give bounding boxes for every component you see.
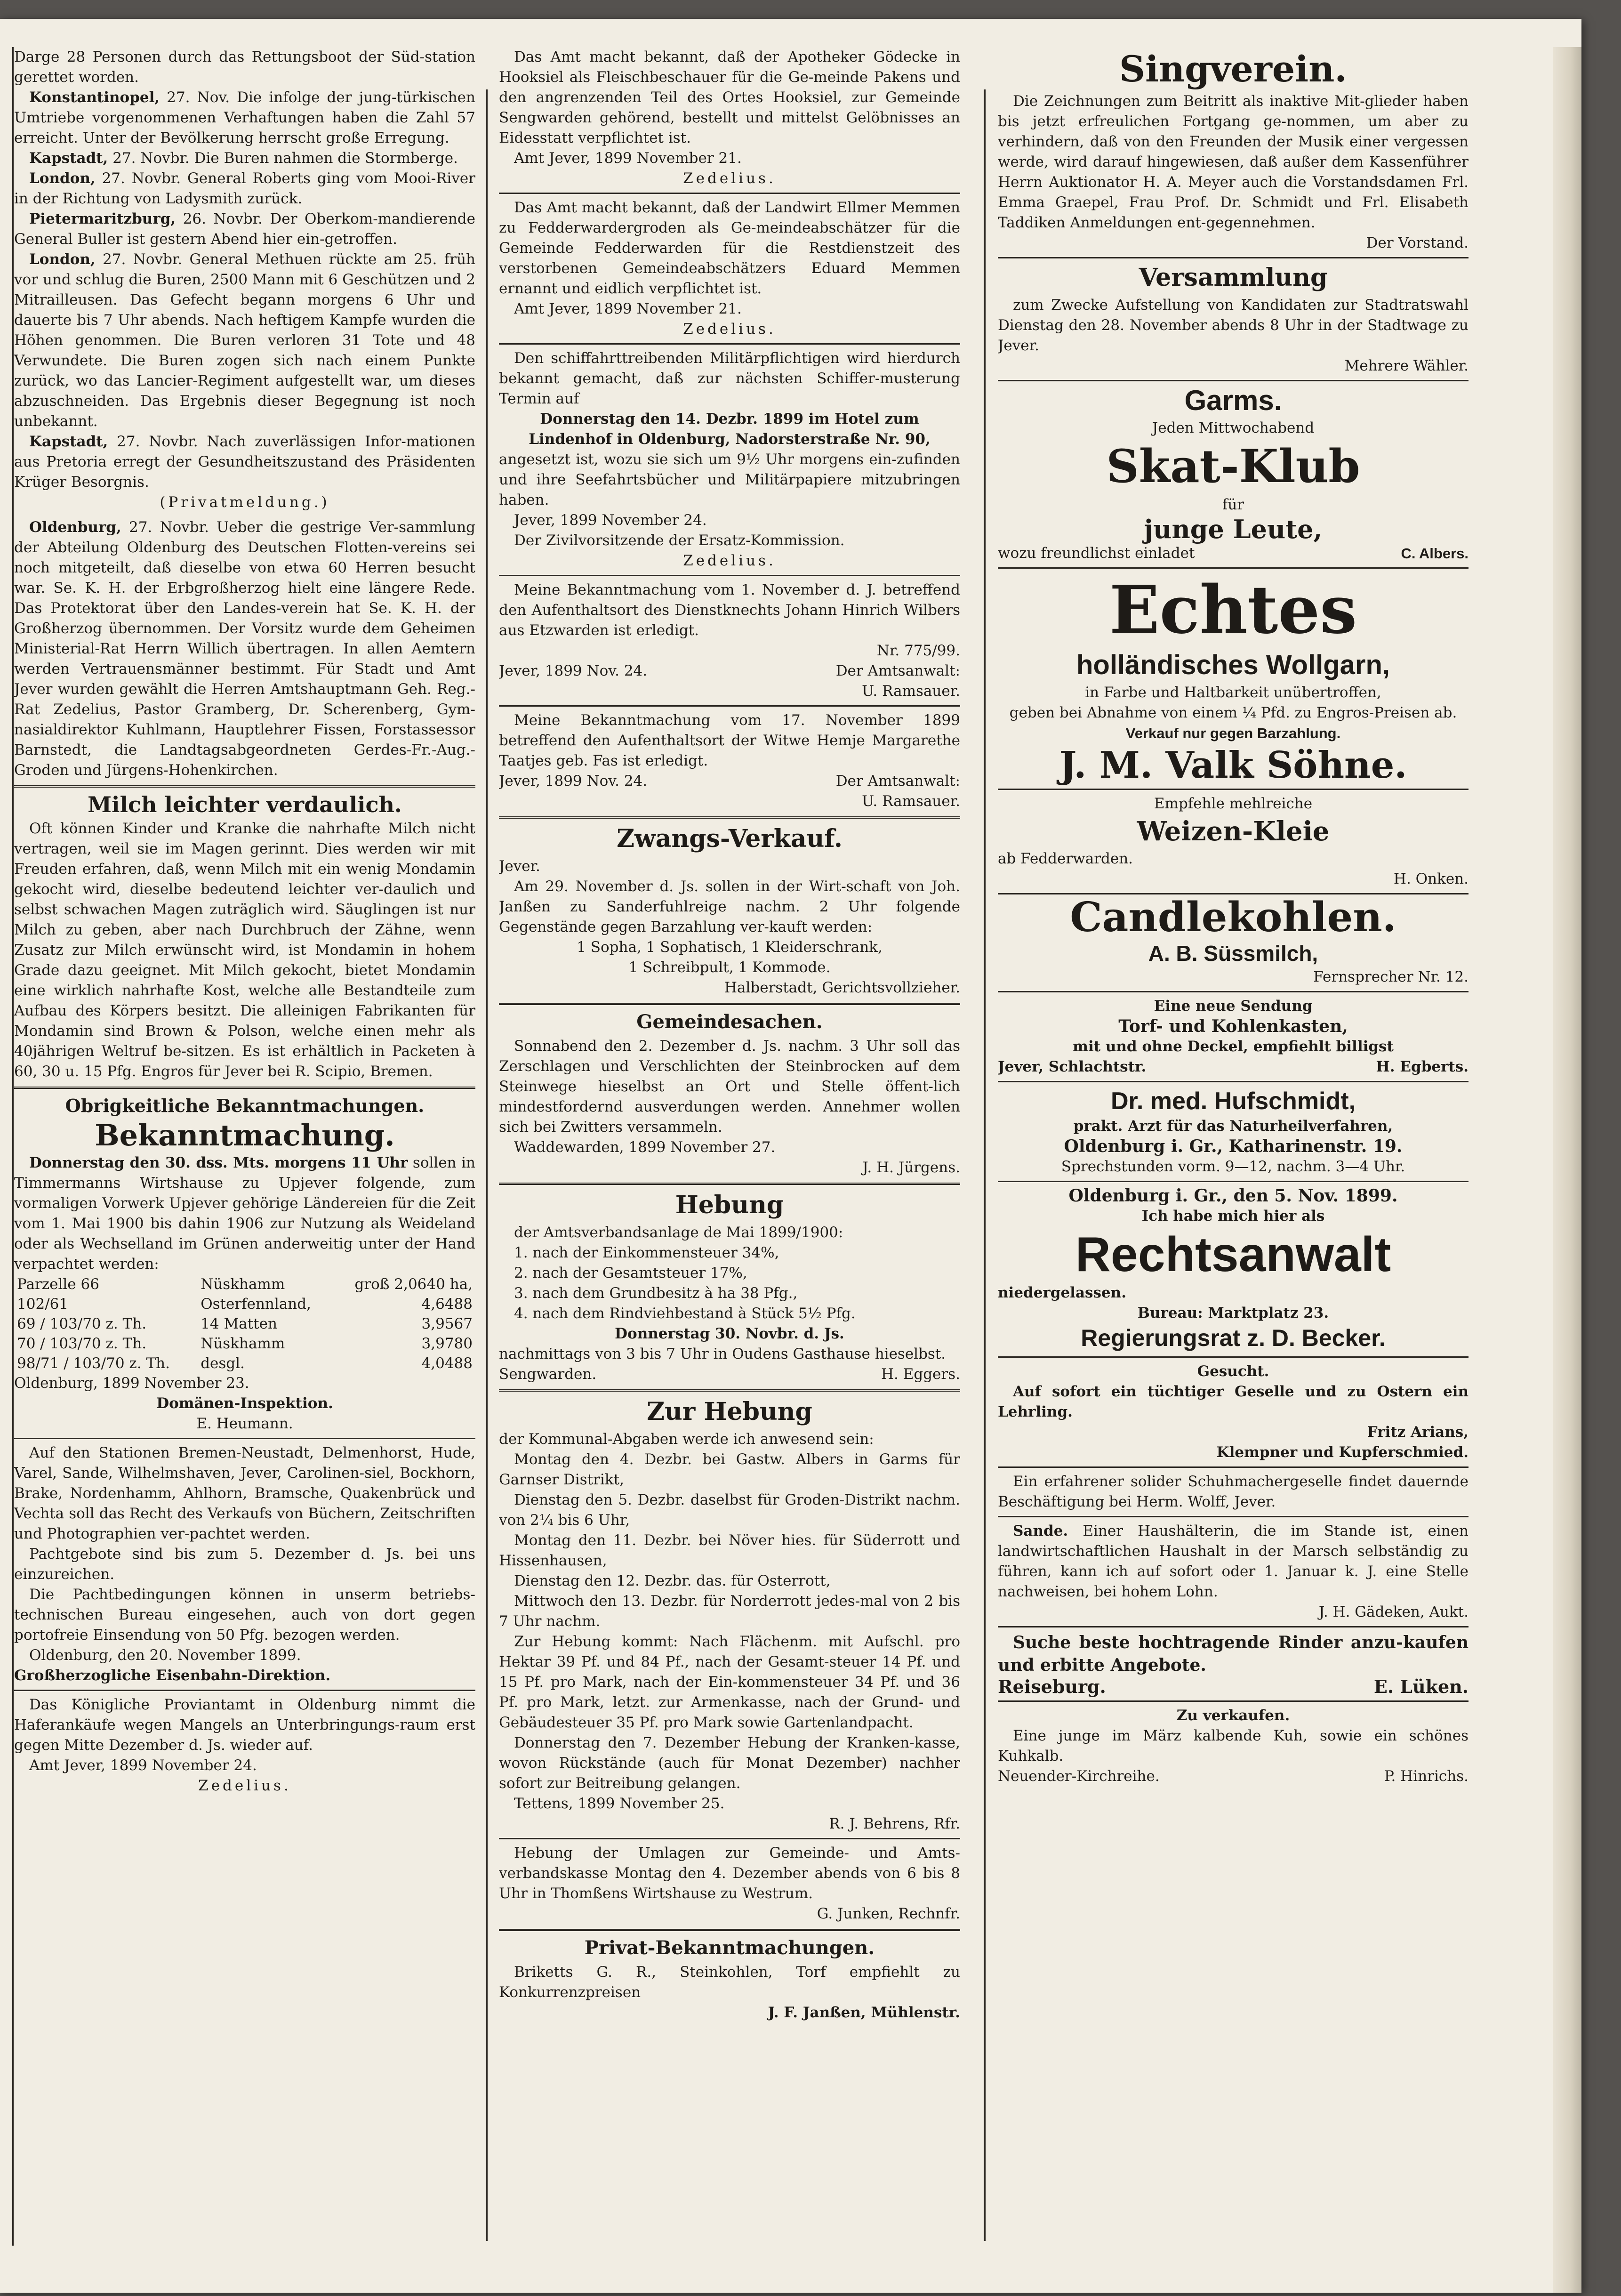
milch-text: Oft können Kinder und Kranke die nahrhafte Milch nicht vertragen, weil sie im Magen gerinnt. Dies werden wir mit Freuden erfahren, daß, wenn Milch mit ein wenig Mondamin gekocht wird, dieselbe bedeutend leichter ver-daulich und selbst schwachen Magen zuträglich wird. Säuglingen ist nur Milch zu geben, aber nach Durchbruch der Zähne, wenn Zusatz zur Milch erwünscht wird, ist Mondamin in hohem Grade dazu geeignet. Mit Milch gekocht, bietet Mondamin eine wirklich nahrhafte Kost, welche alle Bestandteile zum Aufbau des Körpers besitzt. Die alleinigen Fabrikanten für Mondamin sind Brown & Polson, welche einen mehr als 40jährigen Weltruf be-sitzen. Es ist erhältlich in Packeten à 60, 30 u. 15 Pfg. Engros für Jever bei R. Scipio, Bremen. [14,820,475,1080]
milch-title: Milch leichter verdaulich. [88,792,402,817]
rinder-text: Suche beste hochtragende Rinder anzu-kaufen und erbitte Angebote. [998,1633,1469,1675]
zur-hebung-text: der Kommunal-Abgaben werde ich anwesend sein: [499,1431,874,1448]
gem-sig: J. H. Jürgens. [862,1159,960,1176]
notice-footer: Jever, 1899 Nov. 24. Der Amtsanwalt: [499,662,960,679]
zur-hebung-title: Zur Hebung [647,1397,812,1426]
zv-sig: Halberstadt, Gerichtsvollzieher. [724,979,960,996]
list-item: Mittwoch den 13. Dezbr. für Norderrott jedes-mal von 2 bis 7 Uhr nachm. [499,1593,960,1630]
column-right [998,47,1469,2246]
zwangs-verkauf-title: Zwangs-Verkauf. [617,824,843,853]
notice-text: Den schiffahrttreibenden Militärpflichtigen wird hierdurch bekannt gemacht, daß zur nächsten Schiffer-musterung Termin auf [499,350,960,407]
valk-title: J. M. Valk Söhne. [1059,744,1407,787]
dr-text1: prakt. Arzt für das Naturheilverfahren, [1073,1118,1393,1135]
notice-sig: Zedelius. [683,170,776,187]
divider [998,789,1469,790]
parcel-cell: 102/61 [17,1296,69,1313]
versammlung-sig: Mehrere Wähler. [1344,357,1469,374]
parcel-row [14,1274,475,1294]
zur-hebung-sig: R. J. Behrens, Rfr. [829,1815,960,1832]
divider [998,1626,1469,1627]
kleie-sig: H. Onken. [1393,870,1469,887]
divider [499,1838,960,1839]
column-rule-1 [486,89,488,2241]
kleie-title: Weizen-Kleie [1137,816,1330,847]
torf-text3: mit und ohne Deckel, empfiehlt billigst [1073,1038,1394,1055]
list-item: Montag den 4. Dezbr. bei Gastw. Albers in Garms für Garnser Distrikt, [499,1451,960,1488]
zv-items: 1 Schreibpult, 1 Kommode. [628,959,831,976]
divider [998,1181,1469,1182]
divider [499,705,960,707]
hebung2-text: Hebung der Umlagen zur Gemeinde- und Amts-verbandskasse Montag den 4. Dezember abends von 6 bis 8 Uhr in Thomßens Wirtshause zu Westrum. [499,1845,960,1902]
parcel-cell: groß 2,0640 ha, [354,1276,473,1293]
skat-klub: Skat-Klub [1106,440,1360,493]
parcel-cell: Osterfennland, [201,1296,311,1313]
hebung-lead: der Amtsverbandsanlage de Mai 1899/1900: [514,1224,843,1241]
divider [998,1081,1469,1082]
divider [14,1438,475,1439]
notice-text: Das Amt macht bekannt, daß der Apotheker Gödecke in Hooksiel als Fleischbeschauer für die Ge-meinde Pakens und den angrenzenden Teil des Ortes Hooksiel, zur Gemeinde Sengwarden gehörend, bestellt und mittelst Gelöbnisses an Eidesstatt verpflichtet ist. [499,48,960,146]
rinder-footer: Reiseburg. E. Lüken. [998,1676,1469,1697]
zur-hebung-date: Tettens, 1899 November 25. [514,1795,725,1812]
parcel-row [14,1334,475,1353]
column-middle [499,47,960,2246]
singverein-title: Singverein. [1119,48,1347,90]
versammlung-title: Versammlung [1139,263,1328,292]
gesucht-sig: Fritz Arians, [1367,1424,1469,1441]
parcel-cell: Nüskhamm [201,1276,285,1293]
parcel-cell: desgl. [201,1355,245,1372]
garms-title: Garms. [1184,385,1282,416]
privat-title: Privat-Bekanntmachungen. [584,1937,875,1959]
parcel-cell: 69 / 103/70 z. Th. [17,1315,147,1332]
page-edge [1553,47,1581,2293]
notice-footer: Jever, 1899 Nov. 24. Der Amtsanwalt: [499,773,960,790]
notice-bold: Donnerstag den 14. Dezbr. 1899 im Hotel zum Lindenhof in Oldenburg, Nadorsterstraße Nr. 90, [529,411,931,448]
parcel-cell: 3,9780 [421,1335,473,1352]
bekanntmachung-title: Bekanntmachung. [95,1118,395,1152]
news-item: Pietermaritzburg, 26. Novbr. Der Oberkom-mandierende General Buller ist gestern Abend hier ein-getroffen. [14,210,475,248]
news-item: London, 27. Novbr. General Roberts ging vom Mooi-River in der Richtung von Ladysmith zurück. [14,170,475,207]
suessmilch: A. B. Süssmilch, [1148,941,1318,966]
parcel-row [14,1314,475,1334]
verkaufen-title: Zu verkaufen. [1176,1707,1290,1724]
divider [499,816,960,819]
hebung-footer: Sengwarden. H. Eggers. [499,1366,960,1383]
parcel-table [14,1274,475,1373]
left-margin-rule [12,47,14,2246]
proviant-text: Das Königliche Proviantamt in Oldenburg nimmt die Haferankäufe wegen Mangels an Unterbringungs-raum erst gegen Mitte Dezember d. Js. wieder auf. [14,1696,475,1754]
gesucht-sig2: Klempner und Kupferschmied. [1216,1444,1469,1461]
divider [499,343,960,345]
divider [998,1516,1469,1517]
parcel-cell: Parzelle 66 [17,1276,99,1293]
divider [14,1087,475,1089]
zur-hebung-text2: Zur Hebung kommt: Nach Flächenm. mit Aufschl. pro Hektar 39 Pf. und 84 Pf., nach der Gesamt-steuer 14 Pf. und 15 Pf. pro Mark, nach der Ein-kommensteuer 34 Pf. und 36 Pf. pro Mark, letzt. zur Armenkasse, nach der Grund- und Gebäudesteuer 35 Pf. pro Mark sowie Gartenlandpacht. [499,1633,960,1731]
versammlung-text: zum Zwecke Aufstellung von Kandidaten zur Stadtratswahl Dienstag den 28. November abends 8 Uhr in der Stadtwage zu Jever. [998,297,1469,354]
list-item: Dienstag den 12. Dezbr. das. für Osterrott, [514,1572,831,1589]
torf-footer: Jever, Schlachtstr. H. Egberts. [998,1058,1469,1075]
parcel-row [14,1353,475,1373]
fernsprecher: Fernsprecher Nr. 12. [1313,968,1469,985]
divider [998,1356,1469,1358]
notice-nr: Nr. 775/99. [876,642,960,659]
bahn-text2: Pachtgebote sind bis zum 5. Dezember d. Js. bei uns einzureichen. [14,1546,475,1583]
proviant-sig: Zedelius. [198,1777,291,1794]
news-item: Konstantinopel, 27. Nov. Die infolge der jung-türkischen Umtriebe vorgenommenen Verhaftungen haben die Zahl 57 erreicht. Unter der Bevölkerung herrscht große Erregung. [14,89,475,146]
notice-text: angesetzt ist, wozu sie sich um 9½ Uhr morgens ein-zufinden und ihre Seefahrtsbücher und Militärpapiere mitzubringen haben. [499,451,960,508]
privat-sig: J. F. Janßen, Mühlenstr. [768,2004,960,2021]
parcel-cell: 98/71 / 103/70 z. Th. [17,1355,170,1372]
divider [14,1690,475,1691]
zv-items: 1 Sopha, 1 Sophatisch, 1 Kleiderschrank, [577,939,883,956]
parcel-cell: Nüskhamm [201,1335,285,1352]
torf-text2: Torf- und Kohlenkasten, [1118,1016,1348,1036]
divider [499,1929,960,1931]
bek-date: Oldenburg, 1899 November 23. [14,1375,249,1392]
notice-text: Meine Bekanntmachung vom 1. November d. J. betreffend den Aufenthaltsort des Dienstknechts Johann Hinrich Wilbers aus Etzwarden ist erledigt. [499,581,960,639]
column-rule-2 [984,89,986,2241]
parcel-cell: 3,9567 [421,1315,473,1332]
notice-date: Amt Jever, 1899 November 21. [514,300,742,317]
divider [998,1700,1469,1702]
verkaufen-text: Eine junge im März kalbende Kuh, sowie ein schönes Kuhkalb. [998,1727,1469,1764]
divider [499,575,960,576]
list-item: Dienstag den 5. Dezbr. daselbst für Groden-Distrikt nachm. von 2¼ bis 6 Uhr, [499,1491,960,1529]
parcel-cell: 70 / 103/70 z. Th. [17,1335,147,1352]
divider [499,1003,960,1005]
dr-text2: Oldenburg i. Gr., Katharinenstr. 19. [1064,1136,1403,1156]
garms-sub: Jeden Mittwochabend [1152,419,1315,436]
list-item: 2. nach der Gesamtsteuer 17%, [514,1265,747,1281]
privat-text: Briketts G. R., Steinkohlen, Torf empfiehlt zu Konkurrenzpreisen [499,1964,960,2001]
hebung-bold: Donnerstag 30. Novbr. d. Js. [615,1325,844,1342]
echtes-title: Echtes [1109,572,1357,649]
zur-hebung-list [499,1450,960,1632]
obrigkeitliche-heading: Obrigkeitliche Bekanntmachungen. [65,1095,425,1116]
hebung-list [499,1243,960,1324]
zv-place: Jever. [499,858,540,875]
skat-footer: wozu freundlichst einladet C. Albers. [998,545,1469,562]
bek-sig1: Domänen-Inspektion. [156,1395,333,1412]
dr-hufschmidt: Dr. med. Hufschmidt, [1110,1088,1356,1115]
gem-text: Sonnabend den 2. Dezember d. Js. nachm. 3 Uhr soll das Zerschlagen und Verschlichten der Steinbrocken auf dem Steinwege hieselbst an Ort und Stelle öffent-lich mindestfordernd ausverdungen werden. Annehmer wollen sich bei Zwitters versammeln. [499,1038,960,1136]
wollgarn-title: holländisches Wollgarn, [1076,650,1390,680]
notice-sig: U. Ramsauer. [862,793,960,810]
parcel-cell: 14 Matten [201,1315,277,1332]
bahn-date: Oldenburg, den 20. November 1899. [29,1647,301,1664]
singverein-text: Die Zeichnungen zum Beitritt als inaktive Mit-glieder haben bis jetzt erfreulichen Fortgang ge-nommen, um aber zu verhindern, daß von den Freunden der Musik einer vergessen werde, wird darauf hingewiesen, daß außer dem Kassenführer Herrn Auktionator H. A. Meyer auch die Vorstandsdamen Frl. Emma Graepel, Frau Prof. Dr. Schmidt und Frl. Elisabeth Taddiken Anmeldungen ent-gegennehmen. [998,93,1469,231]
notice-text: Meine Bekanntmachung vom 17. November 1899 betreffend den Aufenthaltsort der Witwe Hemje Margarethe Taatjes geb. Fas ist erledigt. [499,712,960,769]
kleie-empf: Empfehle mehlreiche [1154,795,1313,812]
bureau: Bureau: Marktplatz 23. [1137,1305,1329,1321]
list-item: 3. nach dem Grundbesitz à ha 38 Pfg., [514,1285,798,1302]
news-item: Darge 28 Personen durch das Rettungsboot der Süd-station gerettet worden. [14,48,475,86]
news-item: Kapstadt, 27. Novbr. Nach zuverlässigen Infor-mationen aus Pretoria erregt der Gesundheitszustand des Präsidenten Krüger Besorgnis. [14,433,475,491]
gem-date: Waddewarden, 1899 November 27. [514,1139,776,1156]
news-item: Kapstadt, 27. Novbr. Die Buren nahmen die Stormberge. [29,150,458,167]
rechtsanwalt-title: Rechtsanwalt [1075,1227,1391,1282]
bekanntmachung-text: Donnerstag den 30. dss. Mts. morgens 11 Uhr sollen in Timmermanns Wirtshause zu Upjever folgende, zum vormaligen Vorwerk Upjever gehörige Ländereien für die Zeit vom 1. Mai 1900 bis dahin 1906 zur Nutzung als Weideland oder als Wechselland im Grünen anderweitig unter der Hand verpachtet werden: [14,1154,475,1273]
schuh-text: Ein erfahrener solider Schuhmachergeselle findet dauernde Beschäftigung bei Herm. Wolff, Jever. [998,1473,1469,1510]
gemeindesachen-title: Gemeindesachen. [636,1011,823,1033]
proviant-date: Amt Jever, 1899 November 24. [29,1757,257,1774]
hebung-title: Hebung [675,1191,784,1219]
niedergelassen: niedergelassen. [998,1284,1126,1301]
torf-text1: Eine neue Sendung [1154,998,1313,1015]
bek-sig2: E. Heumann. [196,1415,293,1432]
divider [998,380,1469,381]
divider [998,257,1469,258]
dr-text3: Sprechstunden vorm. 9—12, nachm. 3—4 Uhr. [1061,1158,1405,1175]
wolle-text1: in Farbe und Haltbarkeit unübertroffen, [1085,684,1381,701]
kleie-ab: ab Fedderwarden. [998,850,1133,867]
divider [998,1466,1469,1468]
divider [998,991,1469,992]
zur-hebung-text3: Donnerstag den 7. Dezember Hebung der Kranken-kasse, wovon Rückstände (auch für Monat Dezember) nachher sofort zur Beitreibung gelangen. [499,1734,960,1792]
hebung-tail: nachmittags von 3 bis 7 Uhr in Oudens Gasthause hieselbst. [499,1345,946,1362]
column-left [14,47,475,2246]
divider [14,785,475,788]
skat-junge: junge Leute, [1144,514,1323,544]
parcel-cell: 4,6488 [421,1296,473,1313]
wolle-text2: geben bei Abnahme von einem ¼ Pfd. zu Engros-Preisen ab. [1009,704,1457,721]
singverein-sig: Der Vorstand. [1366,234,1469,251]
oldenburg-line: Oldenburg i. Gr., den 5. Nov. 1899. [1068,1186,1398,1206]
parcel-row [14,1294,475,1314]
divider [499,193,960,194]
news-item: London, 27. Novbr. General Methuen rückte am 25. früh vor und schlug die Buren, 2500 Mann mit 6 Geschützen und 2 Mitrailleusen. Das Gefecht begann morgens 6 Uhr und dauerte bis 7 Uhr abends. Nach heftigem Kampfe wurden die Höhen genommen. Die Buren verloren 31 Tote und 48 Verwundete. Die Buren zogen sich nach einem Punkte zurück, wo das Lancier-Regiment aufgestellt war, um dieses abzuschneiden. Das Ergebnis dieser Begegnung ist noch unbekannt. [14,251,475,430]
gesucht-text: Auf sofort ein tüchtiger Geselle und zu Ostern ein Lehrling. [998,1383,1469,1420]
newspaper-page [0,19,1581,2293]
divider [499,1183,960,1185]
candlekohlen-title: Candlekohlen. [1070,894,1396,941]
becker: Regierungsrat z. D. Becker. [1081,1325,1386,1351]
verkaufen-footer: Neuender-Kirchreihe. P. Hinrichs. [998,1768,1469,1785]
parcel-cell: 4,0488 [421,1355,473,1372]
bahn-sig: Großherzogliche Eisenbahn-Direktion. [14,1667,331,1684]
notice-sig: Der Zivilvorsitzende der Ersatz-Kommission. [514,532,845,549]
privatmeldung: (Privatmeldung.) [160,494,330,511]
zv-text: Am 29. November d. Js. sollen in der Wirt-schaft von Joh. Janßen zu Sanderfuhlreige nachm. 2 Uhr folgende Gegenstände gegen Barzahlung ver-kauft werden: [499,878,960,935]
skat-fuer: für [1222,496,1244,513]
notice-date: Jever, 1899 November 24. [514,512,707,529]
bahn-text3: Die Pachtbedingungen können in unserm betriebs-technischen Bureau eingesehen, auch von dort gegen portofreie Einsendung von 50 Pfg. bezogen werden. [14,1586,475,1643]
list-item: 4. nach dem Rindviehbestand à Stück 5½ Pfg. [514,1305,856,1322]
notice-text: Das Amt macht bekannt, daß der Landwirt Ellmer Memmen zu Fedderwardergroden als Ge-meindeabschätzer für die Gemeinde Fedderwarden für die Restdienstzeit des verstorbenen Gemeindeabschätzers Eduard Memmen ernannt und eidlich verpflichtet ist. [499,199,960,297]
notice-sig: Zedelius. [683,552,776,569]
oldenburg-line2: Ich habe mich hier als [1141,1208,1325,1225]
notice-sig: U. Ramsauer. [862,683,960,700]
divider [998,567,1469,569]
sande-text: Sande. Einer Haushälterin, die im Stande ist, einen landwirtschaftlichen Haushalt in der Marsch selbständig zu führen, kann ich auf sofort oder 1. Januar k. J. eine Stelle nachweisen, bei hohem Lohn. [998,1523,1469,1600]
list-item: Montag den 11. Dezbr. bei Növer hies. für Süderrott und Hissenhausen, [499,1532,960,1569]
list-item: 1. nach der Einkommensteuer 34%, [514,1244,779,1261]
notice-sig: Zedelius. [683,321,776,338]
notice-date: Amt Jever, 1899 November 21. [514,150,742,167]
bahn-text: Auf den Stationen Bremen-Neustadt, Delmenhorst, Hude, Varel, Sande, Wilhelmshaven, Jever, Carolinen-siel, Bockhorn, Brake, Nordenhamm, Ahlhorn, Bramsche, Quakenbrück und Vechta soll das Recht des Verkaufs von Büchern, Zeitschriften und Photographien ver-pachtet werden. [14,1444,475,1542]
news-item: Oldenburg, 27. Novbr. Ueber die gestrige Ver-sammlung der Abteilung Oldenburg des Deutschen Flotten-vereins sei noch mitgeteilt, daß dieselbe von etwa 60 Herren besucht war. Se. K. H. der Erbgroßherzog hielt eine längere Rede. Das Protektorat über den Landes-verein hat Se. K. H. der Großherzog übernommen. Der Vorsitz wurde dem Geheimen Ministerial-Rat Herrn Willich übertragen. In allen Aemtern werden Vertrauensmänner bestimmt. Für Stadt und Amt Jever wurden gewählt die Herren Amtshauptmann Geh. Reg.-Rat Zedelius, Pastor Gramberg, Dr. Scherenberg, Gym-nasialdirektor Kuhlmann, Hauptlehrer Fissen, Forstassessor Barnstedt, die Landtagsabgeordneten Gerdes-Fr.-Aug.-Groden und Jürgens-Hohenkirchen. [14,519,475,779]
wolle-text3: Verkauf nur gegen Barzahlung. [1125,725,1341,741]
divider [499,1389,960,1392]
hebung2-sig: G. Junken, Rechnfr. [817,1905,960,1922]
gesucht-title: Gesucht. [1197,1363,1269,1380]
sande-sig: J. H. Gädeken, Aukt. [1318,1603,1469,1620]
